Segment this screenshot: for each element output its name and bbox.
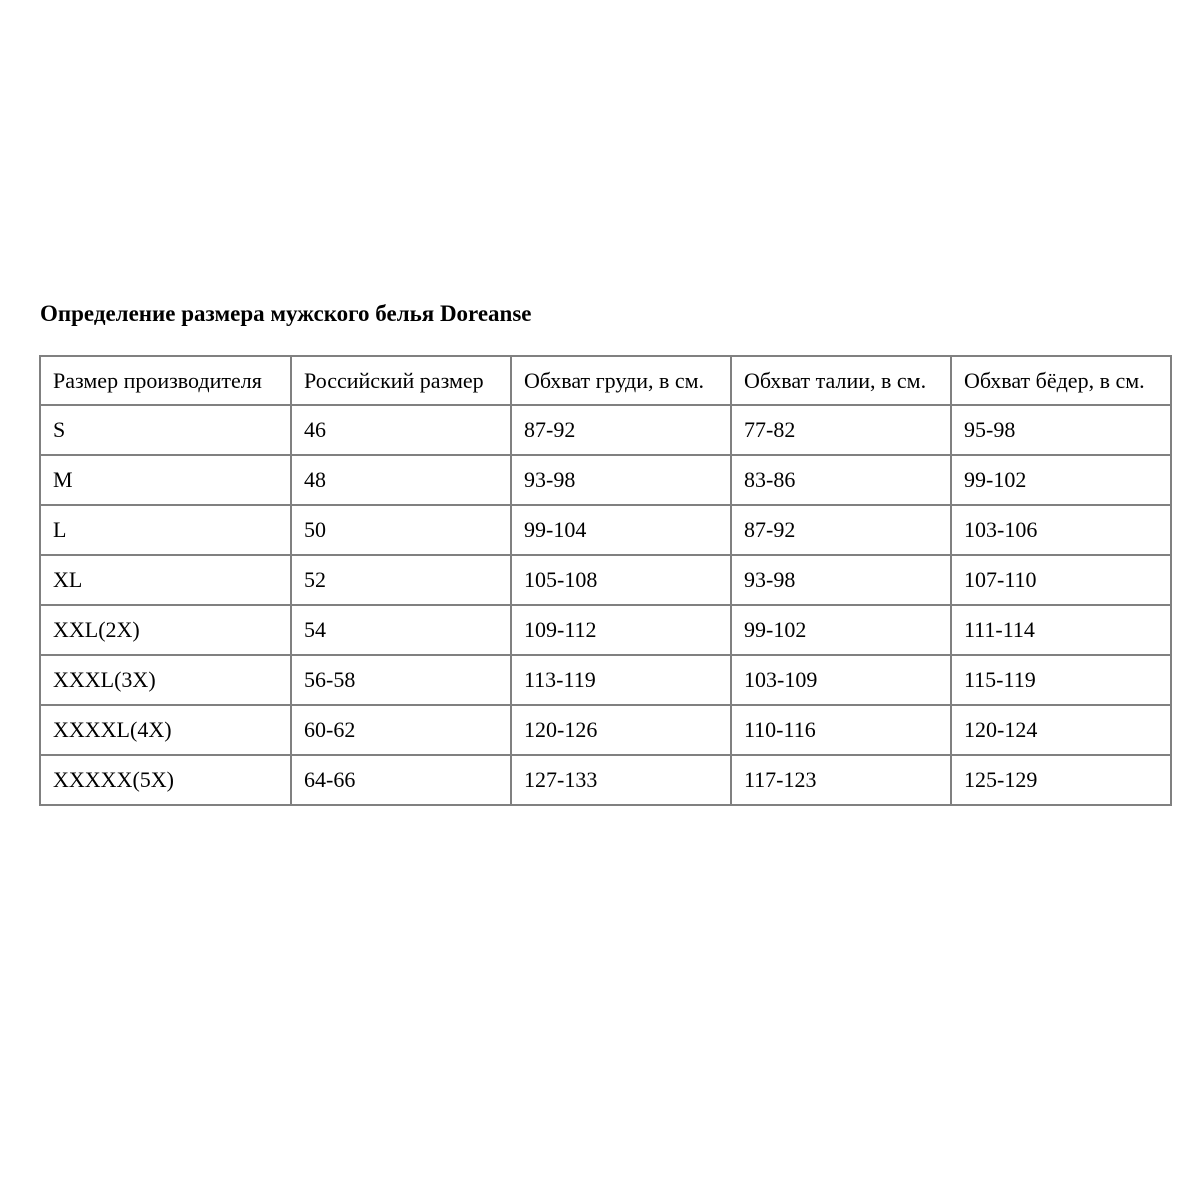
table-cell: 87-92 [511,405,731,455]
table-row [40,755,1171,805]
table-cell: 46 [291,405,511,455]
table-cell: 83-86 [731,455,951,505]
table-cell: 120-124 [951,705,1171,755]
header-row [40,356,1171,405]
table-cell: 103-109 [731,655,951,705]
table-cell: 113-119 [511,655,731,705]
table-row [40,405,1171,455]
table-cell: 105-108 [511,555,731,605]
table-cell: 109-112 [511,605,731,655]
table-cell: 54 [291,605,511,655]
size-table [39,355,1172,806]
table-body [40,405,1171,805]
table-cell: L [40,505,291,555]
table-cell: 93-98 [731,555,951,605]
column-header: Размер производителя [40,356,291,405]
table-cell: 115-119 [951,655,1171,705]
column-header: Обхват груди, в см. [511,356,731,405]
table-row [40,455,1171,505]
page-title: Определение размера мужского белья Doreanse [40,301,532,326]
table-cell: 56-58 [291,655,511,705]
column-header: Обхват бёдер, в см. [951,356,1171,405]
table-cell: 107-110 [951,555,1171,605]
table-cell: 93-98 [511,455,731,505]
table-cell: 87-92 [731,505,951,555]
table-row [40,605,1171,655]
column-header: Российский размер [291,356,511,405]
table-cell: 60-62 [291,705,511,755]
table-cell: XXL(2X) [40,605,291,655]
table-cell: 99-102 [731,605,951,655]
table-cell: 99-104 [511,505,731,555]
table-row [40,555,1171,605]
column-header: Обхват талии, в см. [731,356,951,405]
table-cell: XXXL(3X) [40,655,291,705]
table-row [40,655,1171,705]
table-cell: XXXXL(4X) [40,705,291,755]
table-cell: 117-123 [731,755,951,805]
table-cell: 125-129 [951,755,1171,805]
table-cell: 110-116 [731,705,951,755]
table-cell: 127-133 [511,755,731,805]
table-cell: 52 [291,555,511,605]
table-cell: 111-114 [951,605,1171,655]
table-row [40,705,1171,755]
table-cell: 120-126 [511,705,731,755]
table-cell: XXXXX(5X) [40,755,291,805]
table-cell: XL [40,555,291,605]
table-cell: S [40,405,291,455]
table-row [40,505,1171,555]
table-cell: 103-106 [951,505,1171,555]
table-cell: 77-82 [731,405,951,455]
table-cell: M [40,455,291,505]
table-cell: 64-66 [291,755,511,805]
table-cell: 95-98 [951,405,1171,455]
table-cell: 99-102 [951,455,1171,505]
table-cell: 50 [291,505,511,555]
table-cell: 48 [291,455,511,505]
